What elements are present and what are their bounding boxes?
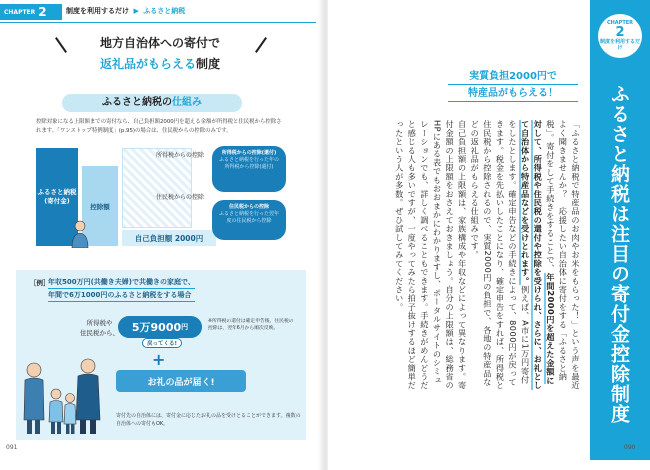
- income-tax-label: 所得税からの控除: [156, 152, 205, 159]
- vertical-title: ふるさと納税は注目の寄付金控除制度: [608, 84, 630, 424]
- right-page: [328, 0, 650, 470]
- header-rule: [0, 22, 316, 23]
- income-tax-bubble: [212, 146, 286, 192]
- body-text: [342, 120, 582, 390]
- plus-sign: +: [152, 350, 166, 369]
- mechanism-pill: [62, 94, 242, 112]
- section-headline: [40, 34, 280, 72]
- circle-number: 2: [615, 25, 625, 40]
- circle-sub: 制度を利用するだけ: [599, 39, 640, 51]
- chapter-circle: [598, 14, 642, 58]
- intro-text: 控除対象になる上限額までの寄付なら、自己負担額2000円を超える金額が所得税と住民税から控除されます。「ワンストップ特例制度」(p.95)の場合は、住民税からの控除のみです。: [36, 119, 282, 134]
- right-headline-line2: 特産品がもらえる！: [448, 87, 578, 102]
- resident-tax-bubble: [212, 200, 286, 240]
- person-icon: [70, 220, 90, 248]
- body-paragraph-3: 自己負担額の上限額は、家族構成や年収などによって異なります。寄付金額の上限額をおさえておきましょう。自分の上限額は、総務省のHPにある表でもおおまかにわかりますし、ポータルサイトのシミュレーションでも、詳しく調べることもできます。手続きがめんどうだと感じる人も多いですが、一度やってみたら拍子抜けするほど簡単だったという人が多数。ぜひ試してみてください。: [394, 120, 468, 390]
- chapter-number: 2: [38, 5, 47, 19]
- chapter-title-sub: ふるさと納税: [143, 7, 186, 15]
- body-paragraph-2: 例えば、A市に1万円寄付をしたとします。確定申告などの手続きによって、8000円が戻ってきます。税金を先払いしたことになり、確定申告をすれば、所得税と住民税から控除されるので、実質2000円の負担で、各地の特産品などの返礼品がもらえる仕組みです。: [470, 120, 531, 390]
- chapter-badge: [0, 4, 62, 20]
- resident-tax-label: 住民税からの控除: [156, 194, 205, 201]
- label-line: 住民税から、: [80, 329, 119, 337]
- refund-amount: [118, 316, 202, 338]
- bubble-sub: ふるさと納税を行った翌年度の住民税から控除: [218, 211, 279, 224]
- left-page: [0, 0, 322, 470]
- hatched-area: [122, 148, 192, 228]
- chapter-title-band: [590, 0, 650, 460]
- returns-badge: 戻ってくる!: [142, 338, 182, 348]
- example-note: ※所得税の還付は確定申告後、住民税の控除は、翌年6月から順次反映。: [208, 319, 294, 331]
- chapter-title-main: 制度を利用するだけ: [66, 7, 129, 15]
- headline-line2: [40, 55, 280, 72]
- donation-box: ふるさと納税(寄付金): [36, 148, 78, 246]
- chapter-title: [66, 6, 185, 16]
- gift-banner: お礼の品が届く!: [116, 370, 246, 392]
- amount-unit: 円: [181, 323, 189, 331]
- circle-label: CHAPTER: [606, 20, 634, 26]
- page-number-left: 091: [6, 444, 18, 451]
- pill-text: ふるさと納税の: [102, 97, 172, 108]
- label-line: 所得税や: [86, 319, 113, 327]
- headline-line1: 地方自治体への寄付で: [99, 36, 220, 50]
- bubble-title: 住民税からの控除: [228, 204, 269, 210]
- bubble-title: 所得税からの控除(還付): [221, 150, 277, 156]
- example-box: [16, 270, 306, 440]
- family-illustration: [20, 350, 110, 436]
- example-tag: ［例］: [30, 279, 50, 287]
- chapter-label: CHAPTER: [4, 8, 36, 16]
- amount-value: 5万9000: [131, 321, 182, 334]
- right-headline-line1: 実質負担2000円で: [448, 70, 578, 85]
- headline-suffix: 制度: [196, 57, 221, 71]
- example-left-label: [80, 318, 119, 338]
- page-number-right: 090: [624, 444, 636, 451]
- tax-deduction-diagram: [36, 142, 286, 257]
- example-line1: 年収500万円(共働き夫婦)で共働きの家庭で、: [48, 276, 195, 289]
- right-headline: [448, 70, 578, 104]
- example-text: [48, 276, 195, 302]
- headline-highlight: 返礼品がもらえる: [99, 57, 196, 71]
- triangle-icon: ▶: [133, 7, 139, 15]
- example-line2: 年間で6万1000円のふるさと納税をする場合: [48, 289, 195, 302]
- bubble-sub: ふるさと納税を行った年の所得税から控除(還付): [218, 157, 279, 170]
- pill-highlight: 仕組み: [172, 97, 202, 108]
- deduction-box: 控除額: [82, 166, 118, 246]
- self-burden-box: 自己負担額 2000円: [122, 230, 216, 246]
- body-emphasis: 年間2000円を超えた金額に対して、所得税や住民税の還付や控除を受けられ、さらに、お礼として自治体から特産品などを受けとれます。: [520, 120, 556, 390]
- example-footnote: 寄付先の自治体には、寄付金に応じたお礼の品を受けとることができます。複数の自治体への寄付もOK。: [116, 413, 301, 427]
- body-paragraph-1: 「ふるさと納税で特産品のお肉やお米をもらった！」という声を最近よく聞きませんか？ 応援したい自治体に寄付をする「ふるさと納税」。寄付をして手続きをすることで、: [545, 120, 581, 390]
